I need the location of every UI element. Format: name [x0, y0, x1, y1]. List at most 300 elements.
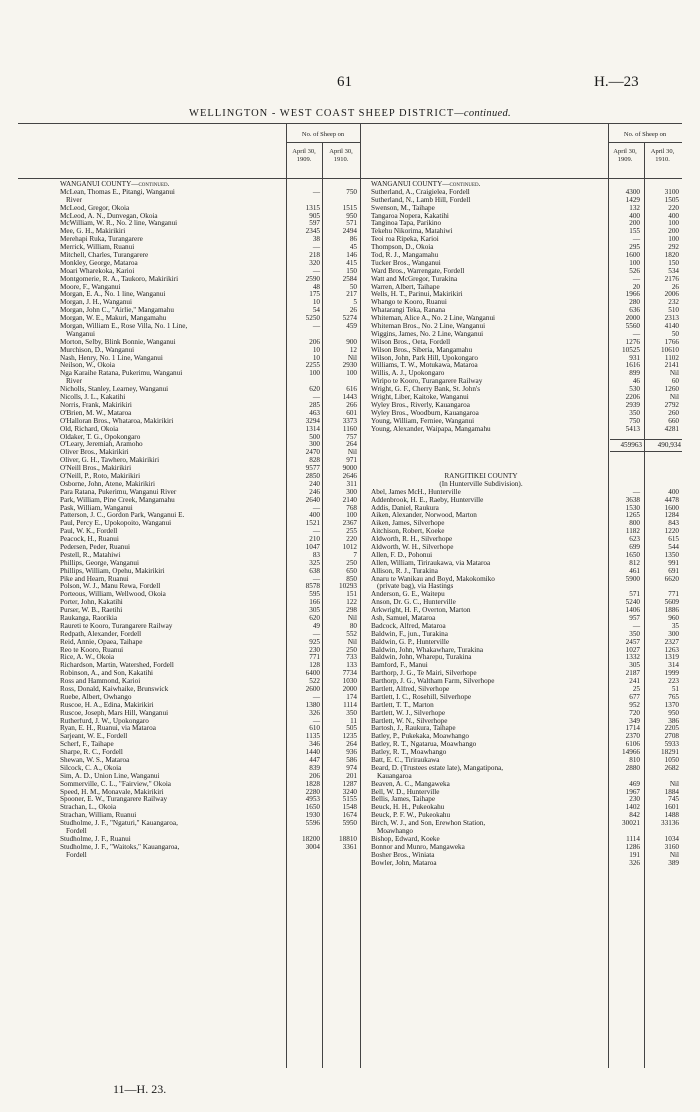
sheep-1909-cell: — [312, 393, 320, 402]
entry-name: Bartlett, W. J., Silverhope [371, 709, 446, 717]
entry-name: Aldworth, W. H., Silverhope [371, 543, 454, 551]
sheep-1909-cell: 1135 [305, 732, 320, 741]
entry-name: Oliver, G. H., Tawhero, Makirikiri [60, 457, 160, 465]
sheep-1910-cell: 1350 [664, 550, 679, 559]
left-col-1910-head: April 30, 1910. [329, 148, 353, 163]
sheep-1909-cell: 1521 [305, 519, 320, 528]
sheep-1910-cell: 2140 [342, 495, 357, 504]
entry-name: Ruebe, Albert, Owhango [60, 693, 132, 701]
sheep-1910-cell: 389 [668, 858, 679, 867]
sheep-1909-cell: 1027 [625, 645, 640, 654]
entry-name: Aiken, James, Silverhope [371, 520, 445, 528]
sheep-1910-cell: 350 [346, 708, 357, 717]
entry-name: Porteous, William, Wellwood, Okoia [60, 591, 166, 599]
sheep-1910-cell: 3361 [342, 842, 357, 851]
entry-name: Bartlett, W. N., Silverhope [371, 717, 448, 725]
sheep-1909-cell: 526 [629, 266, 640, 275]
sheep-1909-cell: 610 [309, 724, 320, 733]
entry-name: Morgan, E. A., No. 1 line, Wanganui [60, 291, 166, 299]
sheep-1909-cell: 699 [629, 542, 640, 551]
entry-name: Norris, Frank, Makirikiri [60, 401, 132, 409]
sheep-1910-cell: 18810 [339, 834, 357, 843]
sheep-1910-cell: 974 [346, 763, 357, 772]
sheep-1909-cell: 957 [629, 613, 640, 622]
sheep-1909-cell: 636 [629, 306, 640, 315]
entry-name: Reo te Kooro, Ruanui [60, 646, 124, 654]
entry-name: McWilliam, W. R., No. 2 line, Wanganui [60, 220, 178, 228]
sheep-1909-cell: 38 [312, 235, 320, 244]
sheep-1909-cell: 461 [629, 566, 640, 575]
entry-name: Tekehu Nikorima, Matahiwi [371, 228, 453, 236]
sheep-1910-cell: 260 [668, 408, 679, 417]
entry-name: Morgan, John C., "Airlie," Mangamahu [60, 307, 174, 315]
sheep-1910-cell: 3100 [664, 187, 679, 196]
sheep-1909-cell: 285 [309, 400, 320, 409]
sheep-1910-cell: 1260 [664, 385, 679, 394]
sheep-1909-cell: 750 [629, 416, 640, 425]
sheep-1910-cell: 2584 [342, 274, 357, 283]
sheep-1909-cell: 2187 [625, 669, 640, 678]
sheep-1910-cell: 1370 [664, 700, 679, 709]
entry-name: Rice, A. W., Okoia [60, 654, 115, 662]
sheep-1909-cell: 1650 [305, 803, 320, 812]
entry-name: Studholme, J. F., Ruanui [60, 835, 131, 843]
sheep-1909-cell: 469 [629, 779, 640, 788]
entry-name: Ryan, E. H., Ruanui, via Mataroa [60, 725, 156, 733]
sheep-1910-cell: 292 [668, 243, 679, 252]
entry-name: RANGITIKEI COUNTY [444, 472, 518, 480]
sheep-1910-cell: 2367 [342, 519, 357, 528]
sheep-1909-cell: 1314 [305, 424, 320, 433]
entry-name: Pask, William, Wanganui [60, 504, 133, 512]
sheep-1909-cell: 1600 [625, 251, 640, 260]
entry-name: Tod, R. J., Mangamahu [371, 252, 439, 260]
sheep-1909-cell: 952 [629, 700, 640, 709]
sheep-1910-cell: 768 [346, 503, 357, 512]
sheep-1909-cell: 1967 [625, 787, 640, 796]
sheep-1909-cell: 1440 [305, 748, 320, 757]
total-rule [610, 439, 682, 440]
sheep-1909-cell: 5900 [625, 574, 640, 583]
entry-name: Baldwin, G. P., Hunterville [371, 638, 450, 646]
sheep-1909-cell: 210 [309, 535, 320, 544]
entry-name: McLeod, Gregor, Okoia [60, 204, 130, 212]
sheep-1910-cell: 151 [346, 590, 357, 599]
sheep-1909-cell: 230 [629, 795, 640, 804]
sheep-1910-cell: 1050 [664, 756, 679, 765]
sheep-1909-cell: 1714 [625, 724, 640, 733]
sheep-1909-cell: — [312, 243, 320, 252]
sheep-1910-cell: 250 [346, 558, 357, 567]
sheep-1909-cell: 46 [632, 377, 640, 386]
sheep-1910-cell: 936 [346, 748, 357, 757]
entry-name: Fordell [66, 851, 87, 859]
sheep-1910-cell: 5 [353, 298, 357, 307]
sheep-1909-cell: 638 [309, 566, 320, 575]
entry-name: Allison, R. J., Turakina [371, 567, 438, 575]
sheep-1909-cell: — [312, 322, 320, 331]
sheep-1910-cell: 80 [349, 621, 357, 630]
sheep-1909-cell: 597 [309, 219, 320, 228]
sheep-1909-cell: 571 [629, 590, 640, 599]
entry-name: Barthorp, J. G., Te Mairi, Silverhope [371, 670, 477, 678]
entry-name: Purser, W. B., Raetihi [60, 607, 123, 615]
sheep-1909-cell: 241 [629, 677, 640, 686]
sheep-1910-cell: 2176 [664, 274, 679, 283]
entry-name: Monkley, George, Mataroa [60, 259, 138, 267]
sheep-1909-cell: 1265 [625, 511, 640, 520]
footer-signature: 11—H. 23. [113, 1082, 167, 1096]
sheep-1909-cell: 2345 [305, 227, 320, 236]
sheep-1909-cell: 240 [309, 479, 320, 488]
entry-name: McLean, Thomas E., Pitangi, Wanganui [60, 188, 175, 196]
sheep-1909-cell: — [312, 503, 320, 512]
entry-name: Ross, Donald, Kaiwhaike, Brunswick [60, 686, 169, 693]
entry-name: Anaru te Wanikau and Boyd, Makokomiko [371, 575, 495, 583]
entry-name: Studholme, J. F., "Waitoks," Kauangaroa, [60, 843, 180, 851]
sheep-1910-cell: 733 [346, 653, 357, 662]
sheep-1910-cell: 100 [346, 511, 357, 520]
entry-name: Arkwright, H. F., Overton, Marton [371, 607, 471, 615]
sheep-1909-cell: 2850 [305, 471, 320, 480]
sheep-1909-cell: 595 [309, 590, 320, 599]
entry-name: River [66, 196, 82, 204]
entry-name: Barthorp, J. G., Waltham Farm, Silverhope [371, 678, 495, 686]
sheep-1909-cell: 25 [632, 685, 640, 693]
entry-name: Addenbrook, H. E., Raeby, Hunterville [371, 496, 484, 504]
sheep-1910-cell: 51 [671, 685, 679, 693]
sheep-1909-cell: 3004 [305, 842, 320, 851]
entry-name: Tangaroa Nopera, Kakatihi [371, 212, 449, 220]
sheep-1909-cell: 166 [309, 598, 320, 607]
total-rule-bottom [610, 451, 682, 452]
entry-name: Strachan, L., Okoia [60, 804, 117, 812]
entry-name: Oliver Bros., Makirikiri [60, 449, 129, 457]
entry-name: Pedersen, Peder, Ruanui [60, 543, 130, 551]
sheep-1910-cell: 5155 [342, 795, 357, 804]
sheep-1910-cell: 2006 [664, 290, 679, 299]
entry-name: Nicholls, Stanley, Learney, Wanganui [60, 386, 169, 394]
entry-name: Badcock, Alfred, Mataroa [371, 622, 446, 630]
entry-name: Batley, R. T., Moawhango [371, 749, 447, 757]
entry-name: Montgomerie, R. A., Taukoro, Makirikiri [60, 275, 179, 283]
sheep-1909-cell: 1650 [625, 550, 640, 559]
sheep-1909-cell: 2640 [305, 495, 320, 504]
sheep-1909-cell: 812 [629, 558, 640, 567]
sheep-1909-cell: 132 [629, 203, 640, 212]
sheep-1910-cell: 400 [668, 487, 679, 496]
sheep-1909-cell: 305 [629, 661, 640, 670]
entry-name: Teoi roa Ripeka, Karioi [371, 236, 439, 244]
entry-name: Patterson, J. C., Gordon Park, Wanganui E. [60, 512, 185, 520]
entry-name: Moore, F., Wanganui [60, 283, 121, 291]
sheep-1909-cell: 48 [312, 282, 320, 291]
entry-name: (In Hunterville Subdivision). [439, 480, 523, 488]
entry-name: Anderson, G. E., Waitepu [371, 591, 445, 599]
entry-name: Beuck, H. H., Pukeokahu [371, 804, 445, 812]
sheep-1909-cell: 128 [309, 661, 320, 670]
entry-name: Bartlett, I. C., Rosehill, Silverhope [371, 693, 472, 701]
sheep-1910-cell: Nil [669, 779, 679, 788]
sheep-1909-cell: 2280 [305, 787, 320, 796]
sheep-1910-cell: Nil [669, 369, 679, 378]
sheep-1910-cell: 415 [346, 258, 357, 267]
sheep-1909-cell: 175 [309, 290, 320, 299]
sheep-1910-cell: 616 [346, 385, 357, 394]
sheep-1910-cell: 1820 [664, 251, 679, 260]
sheep-1909-cell: 320 [309, 258, 320, 267]
entry-name: Mee, G. H., Makirikiri [60, 228, 126, 236]
sheep-1909-cell: 300 [309, 440, 320, 449]
sheep-1909-cell: 18200 [302, 834, 320, 843]
sheep-1910-cell: Nil [347, 448, 357, 457]
sheep-1910-cell: 505 [346, 724, 357, 733]
entry-name: Studholme, J. F., "Ngaturi," Kauangaroa, [60, 820, 178, 828]
sheep-1909-cell: 828 [309, 456, 320, 465]
sheep-1910-cell: 991 [668, 558, 679, 567]
sheep-1910-cell: 33136 [661, 819, 679, 828]
sheep-1909-cell: 720 [629, 708, 640, 717]
sheep-1910-cell: 18291 [661, 748, 679, 757]
sheep-1909-cell: 4300 [625, 187, 640, 196]
sheep-1909-cell: 10 [312, 345, 320, 354]
sheep-1910-cell: 2930 [342, 361, 357, 370]
sheep-1909-cell: 1047 [305, 542, 320, 551]
entry-name: O'Neill, P., Roto, Makirikiri [60, 472, 141, 480]
entry-name: Richardson, Martin, Watershed, Fordell [60, 662, 174, 670]
sheep-1910-cell: Nil [347, 353, 357, 362]
entry-name: Bishop, Edward, Koeke [371, 835, 440, 843]
sheep-1909-cell: 2255 [305, 361, 320, 370]
header-rule-top [18, 123, 682, 124]
sheep-1910-cell: 900 [346, 337, 357, 346]
entry-name: Aitchison, Robert, Koeke [371, 528, 445, 536]
sheep-1909-cell: 10525 [622, 345, 640, 354]
sheep-1910-cell: 5950 [342, 819, 357, 828]
sheep-1909-cell: 2939 [625, 400, 640, 409]
sheep-1909-cell: 100 [309, 369, 320, 378]
header-rule-bottom [18, 178, 682, 179]
entry-name: Ross and Hammond, Karioi [60, 678, 141, 686]
sheep-1910-cell: Nil [347, 637, 357, 646]
entry-name: Para Ratana, Pukerimu, Wanganui River [60, 488, 177, 496]
sheep-1909-cell: 1332 [625, 653, 640, 662]
sheep-1909-cell: 230 [309, 645, 320, 654]
entry-name: Tanginoa Tapa, Parikino [371, 220, 442, 228]
sheep-1910-cell: 300 [668, 629, 679, 638]
right-sheep-group-head: No. of Sheep on [623, 131, 667, 138]
sheep-1909-cell: 1966 [625, 290, 640, 299]
sheep-1910-cell: 3240 [342, 787, 357, 796]
entry-name: Wilson Bros., Oeta, Fordell [371, 338, 451, 346]
entry-name: Nicolls, J. L., Kakatihi [60, 394, 126, 402]
sheep-1909-cell: 325 [309, 558, 320, 567]
total-1910: 490,934 [657, 441, 681, 449]
sheep-1909-cell: 5250 [305, 314, 320, 323]
entry-name: Abel, James McH., Hunterville [371, 488, 461, 496]
sheep-1910-cell: 2646 [342, 471, 357, 480]
sheep-1910-cell: 4478 [664, 495, 679, 504]
sheep-1910-cell: 122 [346, 598, 357, 607]
sheep-1910-cell: 971 [346, 456, 357, 465]
entry-name: Baldwin, John, Wharepu, Turakina [371, 654, 472, 662]
sheep-1910-cell: 843 [668, 519, 679, 528]
page-number: 61 [337, 74, 352, 90]
sheep-1909-cell: 6400 [305, 669, 320, 678]
sheep-1910-cell: 11 [350, 716, 357, 725]
sheep-1910-cell: 35 [671, 621, 679, 630]
entry-name: Paul, W. K., Fordell [60, 528, 118, 536]
sheep-1909-cell: 280 [629, 298, 640, 307]
sheep-1909-cell: 905 [309, 211, 320, 220]
entry-name: Wiripo te Kooro, Turangarere Railway [371, 378, 483, 386]
sheep-1909-cell: 1429 [625, 195, 640, 204]
sheep-1909-cell: 1182 [625, 527, 640, 536]
sheep-1910-cell: 146 [346, 251, 357, 260]
sheep-1909-cell: 1828 [305, 779, 320, 788]
entry-name: Pestell, R., Matahiwi [60, 551, 121, 559]
sheep-1910-cell: 1548 [342, 803, 357, 812]
sheep-1909-cell: 1380 [305, 700, 320, 709]
sheep-1909-cell: 2600 [305, 685, 320, 693]
sheep-1909-cell: — [312, 187, 320, 196]
sheep-1910-cell: 757 [346, 432, 357, 441]
entry-name: Bell, W. D., Hunterville [371, 788, 440, 796]
entry-name: Moari Wharekoka, Karioi [60, 267, 135, 275]
sheep-1910-cell: 552 [346, 629, 357, 638]
sheep-1910-cell: 2205 [664, 724, 679, 733]
sheep-1910-cell: 950 [668, 708, 679, 717]
sheep-1910-cell: 5933 [664, 740, 679, 749]
entry-name: Osborne, John, Atene, Makirikiri [60, 480, 156, 488]
sheep-1909-cell: 200 [629, 219, 640, 228]
sheep-1910-cell: 1263 [664, 645, 679, 654]
sheep-1909-cell: 246 [309, 487, 320, 496]
sheep-1909-cell: 1114 [626, 834, 640, 843]
sheep-1910-cell: 850 [346, 574, 357, 583]
sheep-1909-cell: 20 [632, 282, 640, 291]
entry-name: Beaven, A. C., Mangaweka [371, 780, 450, 788]
sheep-1909-cell: — [632, 621, 640, 630]
entry-name: Porter, John, Kakatihi [60, 599, 123, 607]
sheep-1910-cell: 950 [346, 211, 357, 220]
sheep-1909-cell: 500 [309, 432, 320, 441]
sheep-1910-cell: 2141 [664, 361, 679, 370]
entry-name: Mitchell, Charles, Turangarere [60, 252, 149, 260]
sheep-1909-cell: 5413 [625, 424, 640, 433]
sheep-1910-cell: 7 [353, 550, 357, 559]
entry-name: Beuck, P. F. W., Pukeokahu [371, 812, 451, 820]
sheep-1910-cell: 1884 [664, 787, 679, 796]
sheep-1909-cell: 10 [312, 353, 320, 362]
sheep-1909-cell: — [312, 527, 320, 536]
sheep-1910-cell: 2000 [342, 685, 357, 693]
page-title [0, 108, 700, 119]
entry-name: Swenson, M., Taihape [371, 204, 435, 212]
entry-name: Ruscoe, H. A., Edina, Makirikiri [60, 701, 154, 709]
sheep-1909-cell: 400 [629, 211, 640, 220]
sheep-1909-cell: 620 [309, 613, 320, 622]
sheep-1909-cell: — [632, 329, 640, 338]
sheep-1910-cell: 250 [346, 645, 357, 654]
sheep-1909-cell: 346 [309, 740, 320, 749]
left-col-divider-2 [322, 142, 323, 1068]
sheep-1910-cell: 1488 [664, 811, 679, 820]
entry-name: Wells, H. T., Parinui, Makirikiri [371, 291, 463, 299]
sheep-1910-cell: 150 [668, 258, 679, 267]
sheep-1909-cell: 447 [309, 756, 320, 765]
entry-name: Young, William, Ferniee, Wanganui [371, 417, 475, 425]
entry-name: Williams, T. W., Motukawa, Mataroa [371, 362, 478, 370]
entry-name: WANGANUI COUNTY—continued. [371, 181, 481, 188]
entry-name: Moawhango [377, 828, 413, 836]
sheep-1910-cell: 311 [346, 479, 357, 488]
sheep-1910-cell: 2708 [664, 732, 679, 741]
sheep-1910-cell: 3160 [664, 842, 679, 851]
sheep-1910-cell: 201 [346, 771, 357, 780]
sheep-1909-cell: — [312, 266, 320, 275]
entry-name: Merrick, William, Ruanui [60, 244, 135, 252]
sheep-1909-cell: 677 [629, 692, 640, 701]
sheep-1909-cell: 14966 [622, 748, 640, 757]
sheep-1910-cell: 220 [668, 203, 679, 212]
sheep-1910-cell: 745 [668, 795, 679, 804]
entry-name: Ruscoe, Joseph, Mars Hill, Wanganui [60, 709, 169, 717]
sheep-1909-cell: 1315 [305, 203, 320, 212]
center-divider [360, 123, 361, 1068]
right-group-rule [608, 142, 682, 143]
sheep-1910-cell: 1220 [664, 527, 679, 536]
entry-name: Phillips, William, Opehu, Makirikiri [60, 567, 165, 575]
sheep-1909-cell: 1930 [305, 811, 320, 820]
entry-name: Scherf, F., Taihape [60, 741, 114, 749]
sheep-1910-cell: 2682 [664, 763, 679, 772]
entry-name: Wright, G. F., Cherry Bank, St. John's [371, 386, 481, 394]
entry-name: Rutherfurd, J. W., Upokongaro [60, 717, 149, 725]
entry-name: Sutherland, A., Craigielea, Fordell [371, 188, 470, 196]
sheep-1910-cell: 750 [346, 187, 357, 196]
sheep-1909-cell: 842 [629, 811, 640, 820]
sheep-1910-cell: 7734 [342, 669, 357, 678]
sheep-1909-cell: 49 [312, 621, 320, 630]
entry-name: Sutherland, N., Lamb Hill, Fordell [371, 196, 471, 204]
sheep-1910-cell: 100 [346, 369, 357, 378]
sheep-1909-cell: 2206 [625, 393, 640, 402]
sheep-1910-cell: 45 [349, 243, 357, 252]
sheep-1910-cell: 2327 [664, 637, 679, 646]
entry-name: Bartlett, T. T., Marton [371, 701, 434, 709]
entry-name: Strachan, William, Ruanui [60, 812, 137, 820]
entry-name: Whango te Kooro, Ruanui [371, 299, 447, 307]
sheep-1909-cell: 326 [309, 708, 320, 717]
entry-name: Ash, Samuel, Mataroa [371, 614, 436, 622]
entry-name: Aiken, Alexander, Norwood, Marton [371, 512, 477, 520]
sheep-1910-cell: 765 [668, 692, 679, 701]
sheep-1909-cell: 9577 [305, 464, 320, 473]
entry-name: Willis, A. J., Upokongaro [371, 370, 445, 378]
sheep-1909-cell: 800 [629, 519, 640, 528]
sheep-1909-cell: 771 [309, 653, 320, 662]
sheep-1910-cell: 4140 [664, 322, 679, 331]
sheep-1909-cell: 839 [309, 763, 320, 772]
sheep-1909-cell: 1402 [625, 803, 640, 812]
sheep-1909-cell: 206 [309, 337, 320, 346]
entry-name: Addis, Daniel, Raukura [371, 504, 439, 512]
sheep-1909-cell: 2000 [625, 314, 640, 323]
sheep-1910-cell: 534 [668, 266, 679, 275]
entry-name: Bonnor and Munro, Mangaweka [371, 843, 465, 851]
sheep-1910-cell: 1012 [342, 542, 357, 551]
